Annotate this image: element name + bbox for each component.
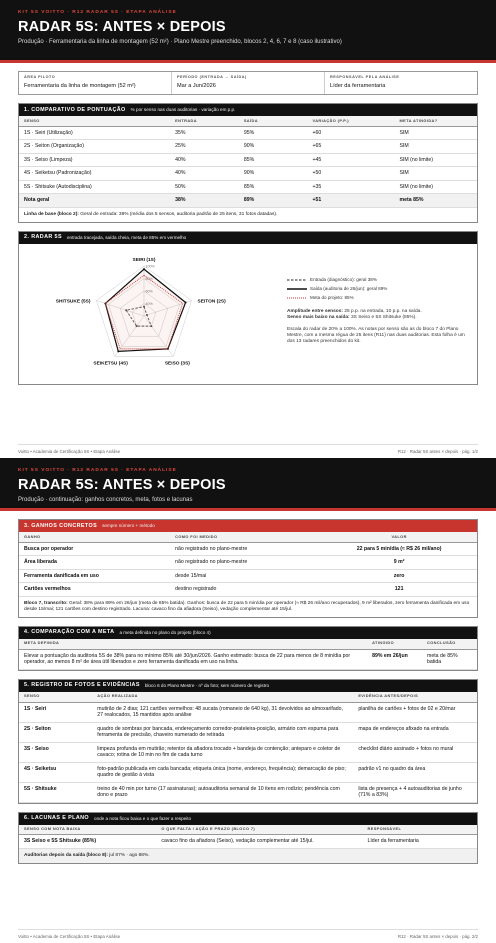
meta-label: RESPONSÁVEL PELA ANÁLISE <box>330 75 400 79</box>
col-header: SENSO <box>19 116 170 126</box>
cell: +35 <box>308 180 395 194</box>
legend-label: Saída (auditoria de 26/jun): geral 89% <box>310 286 388 292</box>
meta-label: PERÍODO (ENTRADA → SAÍDA) <box>177 75 247 79</box>
radar-category-label: SEISO (3S) <box>164 361 190 367</box>
cell: 5S · Shitsuke (Autodisciplina) <box>19 180 170 194</box>
section-header <box>19 680 477 692</box>
note-text: 25 p.p. na entrada, 10 p.p. na saída. <box>342 308 422 314</box>
cell: mutirão de 2 dias; 121 cartões vermelhos: 48 sucata (romaneio de 640 kg), 31 devolvidos ao almoxarifado, 27 realocados, 15 mantidos após análise <box>92 702 353 722</box>
score-table <box>19 116 477 208</box>
cell: foto-padrão publicada em cada bancada; etiqueta única (nome, endereço, frequência); demarcação de piso; quadro de gestão à vista <box>92 762 353 782</box>
radar-point <box>143 268 145 270</box>
block7-note <box>19 597 477 617</box>
meta-period <box>171 72 324 94</box>
cell: 4S · Seiketsu <box>19 762 92 782</box>
note-label: Auditorias depois da saída (bloco 8): <box>24 852 108 858</box>
table-row <box>19 180 477 194</box>
cell: 22 para 5 min/dia (≈ R$ 26 mil/ano) <box>321 542 477 556</box>
radar-series-solid <box>105 269 185 351</box>
table-row <box>19 583 477 597</box>
cell: 85% <box>239 153 308 167</box>
col-header: VARIAÇÃO (P.P.) <box>308 116 395 126</box>
meta-label: ÁREA PILOTO <box>24 75 56 79</box>
footer-left: Voitto • Academia de Certificação 5S • Etapa Análise <box>18 448 121 454</box>
legend-label: Entrada (diagnóstico): geral 38% <box>310 277 377 283</box>
section-subtitle: bloco 6 do Plano Mestre · nº da foto; sem número de registro <box>144 682 270 688</box>
cell: 85% <box>239 180 308 194</box>
col-header: COMO FOI MEDIDO <box>170 532 321 542</box>
section-title: 1. COMPARATIVO DE PONTUAÇÃO <box>24 106 126 113</box>
radar-category-label: SHITSUKE (5S) <box>55 299 91 305</box>
kicker: KIT 5S VOITTO · R12 RADAR 5S · ETAPA ANÁLISE <box>18 10 177 15</box>
page-subtitle: Produção · Ferramentaria da linha de montagem (52 m²) · Plano Mestre preenchido, blocos 2, 4, 6, 7 e 8 (caso ilustrativo) <box>18 39 342 46</box>
cell: 90% <box>239 140 308 154</box>
col-header: SENSO <box>19 692 92 702</box>
cell: 3S · Seiso <box>19 742 92 762</box>
table-row <box>19 782 477 802</box>
legend-label: Meta do projeto: 85% <box>310 295 354 301</box>
section-header <box>19 813 477 825</box>
note-label: Linha de base (bloco 2): <box>24 211 79 217</box>
col-header: SENSO COM NOTA BAIXA <box>19 825 156 835</box>
cell: 90% <box>239 167 308 181</box>
cell: 3S · Seiso (Limpeza) <box>19 153 170 167</box>
col-header: META DEFINIDA <box>19 639 367 649</box>
cell: SIM <box>395 140 477 154</box>
gains-table <box>19 532 477 597</box>
cell: +45 <box>308 153 395 167</box>
gains-card <box>18 519 478 618</box>
cell: +60 <box>308 126 395 140</box>
meta-area <box>19 72 171 94</box>
cell: Ferramenta danificada em uso <box>19 569 170 583</box>
page-footer <box>18 929 478 940</box>
cell: 5S · Shitsuke <box>19 782 92 802</box>
cell: checklist diário assinado + fotos no mural <box>353 742 477 762</box>
accent-divider <box>0 508 496 511</box>
post-audit-note <box>19 849 477 863</box>
cell: 3S Seiso e 5S Shitsuke (85%) <box>19 835 156 849</box>
cell: 4S · Seiketsu (Padronização) <box>19 167 170 181</box>
cell: 40% <box>170 153 239 167</box>
col-header: CONCLUSÃO <box>422 639 477 649</box>
note-text: Geral: 38% para 89% em 26/jun (meta de 85% batida). Ganhos: busca de 22 para 5 min/dia por operador (≈ R$ 26 mil/ano recuperados), 9 m² liberados, zero ferramenta danificada em uso desde 15/mai; 121 cartões com destino registrado. Lacuna: cavaco fino da afiadora (Seiso), vedação complementar até 15/jul. <box>24 600 470 612</box>
goal-table <box>19 639 477 670</box>
cell: meta 85% <box>395 194 477 208</box>
note-text: Geral de entrada: 38% (média dos 5 sensos, auditoria padrão de 25 itens, 31 fotos datadas). <box>78 211 278 217</box>
section-header <box>19 520 477 532</box>
page-2 <box>0 458 496 943</box>
section-subtitle: entrada tracejada, saída cheia, meta de 85% em vermelho <box>66 234 187 240</box>
col-header: AÇÃO REALIZADA <box>92 692 353 702</box>
table-row <box>19 153 477 167</box>
amplitude-note <box>287 309 465 321</box>
section-subtitle: % por senso nas duas auditorias · variação em p.p. <box>130 107 236 113</box>
note-text: 3S Seiso e 5S Shitsuke (85%). <box>349 314 417 320</box>
note-text: jul 87% · ago 88%. <box>107 852 150 858</box>
cell: padrão v1 no quadro da área <box>353 762 477 782</box>
cell: 1S · Seiri <box>19 702 92 722</box>
cell: +65 <box>308 140 395 154</box>
cell: não registrado no plano-mestre <box>170 542 321 556</box>
cell: SIM (no limite) <box>395 153 477 167</box>
table-row <box>19 835 477 849</box>
cell: destino registrado <box>170 583 321 597</box>
section-subtitle: sempre número + método <box>102 523 155 529</box>
cell: 89% <box>239 194 308 208</box>
cell: cavaco fino da afiadora (Seiso), vedação complementar até 15/jul. <box>156 835 362 849</box>
scale-note: Escala do radar de 20% a 100%. As notas por senso são as do bloco 7 do Plano Mestre, com a mesma régua de 25 itens (R11) nas duas auditorias. Esta folha é um dos 13 radares preenchidos do kit. <box>287 326 465 344</box>
note-label: Senso mais baixo na saída: <box>287 314 350 320</box>
header-band <box>0 0 496 60</box>
radar-point <box>185 301 187 303</box>
total-row <box>19 194 477 208</box>
section-subtitle: onde a nota ficou baixa e o que fazer a respeito <box>94 815 192 821</box>
cell: SIM <box>395 167 477 181</box>
gaps-card <box>18 812 478 864</box>
kicker: KIT 5S VOITTO · R12 RADAR 5S · ETAPA ANÁLISE <box>18 468 177 473</box>
table-row <box>19 742 477 762</box>
legend-entry <box>287 276 465 285</box>
legend-swatch-dashed <box>287 278 307 282</box>
table-row <box>19 569 477 583</box>
score-comparison-card <box>18 103 478 223</box>
cell: planilha de cartões + fotos de 02 e 20/mar <box>353 702 477 722</box>
footer-right: R12 · Radar 5S antes × depois · pág. 2/2 <box>397 933 478 939</box>
section-header <box>19 104 477 116</box>
cell: 25% <box>170 140 239 154</box>
col-header: ATINGIDO <box>367 639 422 649</box>
radar-category-label: SEITON (2S) <box>197 299 226 305</box>
cell: Elevar a pontuação da auditoria 5S de 38% para no mínimo 85% até 30/jun/2026. Ganho estimado: busca de 22 para menos de 8 min/dia por operador, ao menos 8 m² de área útil liberados e zero ferramenta danificada em uso na linha. <box>19 649 367 669</box>
section-title: 2. RADAR 5S <box>24 234 62 241</box>
section-title: 4. COMPARAÇÃO COM A META <box>24 629 115 636</box>
meta-value: Líder da ferramentaria <box>330 82 386 89</box>
cell: +51 <box>308 194 395 208</box>
page-title: RADAR 5S: ANTES × DEPOIS <box>18 18 226 35</box>
table-row <box>19 140 477 154</box>
page-footer <box>18 444 478 455</box>
cell: quadro de sombras por bancada, endereçamento corredor-prateleira-posição, armário com espuma para ferramenta de precisão, chaveiro numerado de retirada <box>92 722 353 742</box>
evidence-table <box>19 692 477 803</box>
section-title: 5. REGISTRO DE FOTOS E EVIDÊNCIAS <box>24 682 140 689</box>
goal-card <box>18 626 478 671</box>
cell: 121 <box>321 583 477 597</box>
cell: desde 15/mai <box>170 569 321 583</box>
header-band <box>0 458 496 508</box>
cell: 35% <box>170 126 239 140</box>
gaps-table <box>19 825 477 849</box>
cell: 38% <box>170 194 239 208</box>
meta-box <box>18 71 478 95</box>
footer-left: Voitto • Academia de Certificação 5S • Etapa Análise <box>18 933 121 939</box>
cell: 40% <box>170 167 239 181</box>
legend-swatch-solid <box>287 287 307 291</box>
cell: Área liberada <box>19 556 170 570</box>
legend-entry <box>287 285 465 294</box>
radar-chart <box>19 244 269 384</box>
cell: lista de presença + 4 autoauditorias de junho (71% a 83%) <box>353 782 477 802</box>
cell: Cartões vermelhos <box>19 583 170 597</box>
col-header: SAÍDA <box>239 116 308 126</box>
radar-card <box>18 231 478 385</box>
section-header <box>19 232 477 244</box>
table-row <box>19 126 477 140</box>
cell: treino de 40 min por turno (17 assinaturas); autoauditoria semanal de 10 itens em rodízio; pendência com dono e prazo <box>92 782 353 802</box>
col-header: O QUE FALTA / AÇÃO E PRAZO (BLOCO 7) <box>156 825 362 835</box>
note-label: Amplitude entre sensos: <box>287 308 343 314</box>
cell: SIM <box>395 126 477 140</box>
page-1 <box>0 0 496 458</box>
meta-owner <box>324 72 477 94</box>
page-subtitle: Produção · continuação: ganhos concretos, meta, fotos e lacunas <box>18 497 193 504</box>
footer-right: R12 · Radar 5S antes × depois · pág. 1/2 <box>397 448 478 454</box>
table-row <box>19 649 477 669</box>
radar-category-label: SEIKETSU (4S) <box>93 361 128 367</box>
cell: zero <box>321 569 477 583</box>
legend-swatch-dotted <box>287 296 307 300</box>
radar-category-label: SEIRI (1S) <box>132 257 156 263</box>
cell: SIM (no limite) <box>395 180 477 194</box>
cell: 2S · Seiton (Organização) <box>19 140 170 154</box>
radar-point <box>117 350 119 352</box>
col-header: RESPONSÁVEL <box>362 825 477 835</box>
col-header: EVIDÊNCIA ANTES/DEPOIS <box>353 692 477 702</box>
cell: Busca por operador <box>19 542 170 556</box>
accent-divider <box>0 60 496 63</box>
cell: não registrado no plano-mestre <box>170 556 321 570</box>
meta-value: Ferramentaria da linha de montagem (52 m²) <box>24 82 136 89</box>
meta-value: Mar a Jun/2026 <box>177 82 216 89</box>
cell: Nota geral <box>19 194 170 208</box>
cell: 95% <box>239 126 308 140</box>
radar-legend <box>269 244 465 384</box>
cell: +50 <box>308 167 395 181</box>
table-row <box>19 167 477 181</box>
page-title: RADAR 5S: ANTES × DEPOIS <box>18 476 226 493</box>
col-header: GANHO <box>19 532 170 542</box>
table-row <box>19 722 477 742</box>
table-row <box>19 542 477 556</box>
col-header: ENTRADA <box>170 116 239 126</box>
table-row <box>19 762 477 782</box>
col-header: META ATINGIDA? <box>395 116 477 126</box>
cell: 50% <box>170 180 239 194</box>
section-subtitle: a meta definida no plano do projeto (bloco 4) <box>119 629 211 635</box>
cell: 9 m² <box>321 556 477 570</box>
section-header <box>19 627 477 639</box>
section-title: 6. LACUNAS E PLANO <box>24 815 90 822</box>
radar-area <box>19 244 477 384</box>
cell: limpeza profunda em mutirão; retentor da afiadora trocado + bandeja de contenção; anteparo e coletor de cavaco; rotina de 10 min no fim de cada turno <box>92 742 353 762</box>
section-title: 3. GANHOS CONCRETOS <box>24 522 98 529</box>
evidence-card <box>18 679 478 804</box>
legend-entry <box>287 294 465 303</box>
cell: mapa de endereços afixado na entrada <box>353 722 477 742</box>
cell: Líder da ferramentaria <box>362 835 477 849</box>
cell: 89% em 26/jun <box>367 649 422 669</box>
cell: 2S · Seiton <box>19 722 92 742</box>
table-row <box>19 556 477 570</box>
cell: 1S · Seiri (Utilização) <box>19 126 170 140</box>
radar-tick-label: 100% <box>145 264 155 269</box>
table-row <box>19 702 477 722</box>
baseline-note <box>19 208 477 222</box>
note-label: Bloco 7, transcrito: <box>24 600 68 606</box>
col-header: VALOR <box>321 532 477 542</box>
cell: meta de 85% batida <box>422 649 477 669</box>
